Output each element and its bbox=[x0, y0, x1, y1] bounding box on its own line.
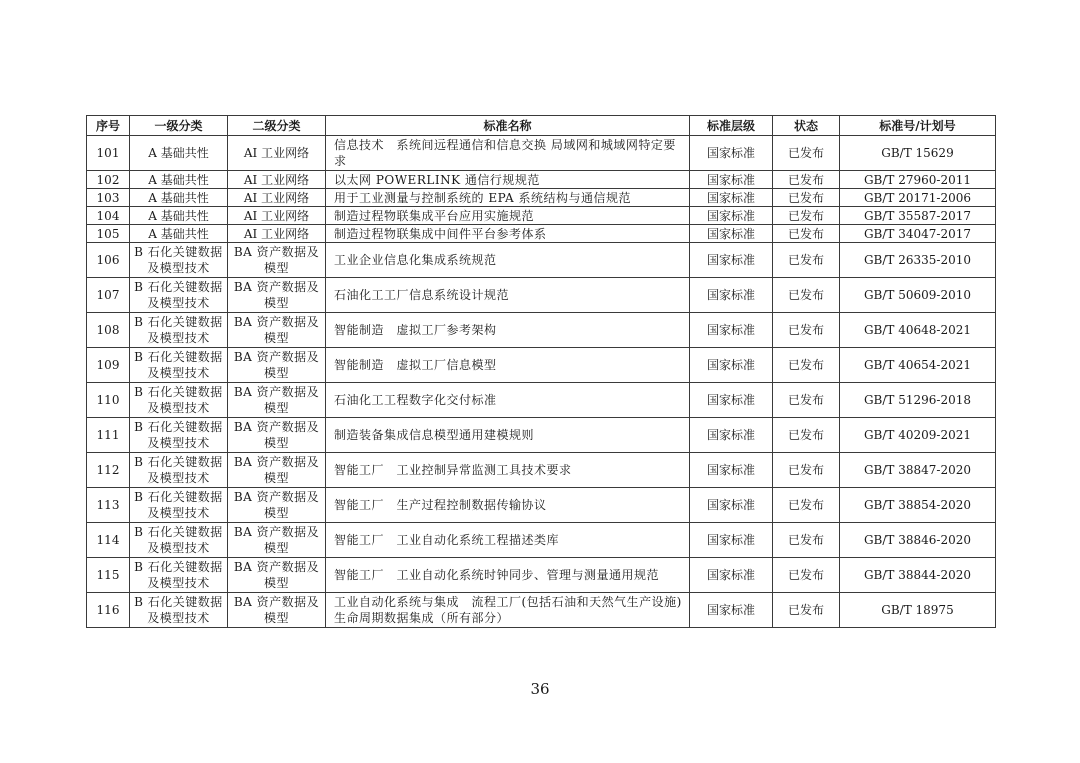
cell-standard-name: 工业自动化系统与集成 流程工厂(包括石油和天然气生产设施)生命周期数据集成（所有部分） bbox=[326, 593, 690, 628]
table-row bbox=[87, 453, 996, 488]
cell-secondary-category: AI 工业网络 bbox=[228, 225, 326, 243]
cell-serial-no: 102 bbox=[87, 171, 130, 189]
cell-primary-category: B 石化关键数据及模型技术 bbox=[130, 593, 228, 628]
cell-standard-level: 国家标准 bbox=[690, 243, 773, 278]
cell-primary-category: B 石化关键数据及模型技术 bbox=[130, 313, 228, 348]
cell-primary-category: A 基础共性 bbox=[130, 189, 228, 207]
cell-standard-code: GB/T 50609-2010 bbox=[840, 278, 996, 313]
cell-secondary-category: BA 资产数据及模型 bbox=[228, 418, 326, 453]
table-row bbox=[87, 523, 996, 558]
header-standard-name: 标准名称 bbox=[326, 116, 690, 136]
cell-primary-category: B 石化关键数据及模型技术 bbox=[130, 348, 228, 383]
cell-standard-code: GB/T 34047-2017 bbox=[840, 225, 996, 243]
cell-secondary-category: BA 资产数据及模型 bbox=[228, 558, 326, 593]
cell-primary-category: B 石化关键数据及模型技术 bbox=[130, 523, 228, 558]
cell-serial-no: 109 bbox=[87, 348, 130, 383]
cell-status: 已发布 bbox=[773, 348, 840, 383]
cell-primary-category: A 基础共性 bbox=[130, 171, 228, 189]
cell-primary-category: B 石化关键数据及模型技术 bbox=[130, 383, 228, 418]
cell-secondary-category: BA 资产数据及模型 bbox=[228, 348, 326, 383]
cell-secondary-category: BA 资产数据及模型 bbox=[228, 593, 326, 628]
cell-secondary-category: BA 资产数据及模型 bbox=[228, 313, 326, 348]
cell-standard-code: GB/T 15629 bbox=[840, 136, 996, 171]
cell-standard-level: 国家标准 bbox=[690, 278, 773, 313]
page-number: 36 bbox=[530, 680, 550, 698]
cell-serial-no: 101 bbox=[87, 136, 130, 171]
cell-standard-code: GB/T 18975 bbox=[840, 593, 996, 628]
cell-standard-level: 国家标准 bbox=[690, 207, 773, 225]
cell-serial-no: 114 bbox=[87, 523, 130, 558]
cell-standard-name: 制造过程物联集成平台应用实施规范 bbox=[326, 207, 690, 225]
cell-standard-name: 智能工厂 生产过程控制数据传输协议 bbox=[326, 488, 690, 523]
cell-standard-name: 石油化工工程数字化交付标准 bbox=[326, 383, 690, 418]
cell-primary-category: A 基础共性 bbox=[130, 136, 228, 171]
cell-standard-name: 智能制造 虚拟工厂信息模型 bbox=[326, 348, 690, 383]
table-row bbox=[87, 171, 996, 189]
cell-status: 已发布 bbox=[773, 383, 840, 418]
cell-secondary-category: BA 资产数据及模型 bbox=[228, 278, 326, 313]
cell-secondary-category: AI 工业网络 bbox=[228, 189, 326, 207]
cell-status: 已发布 bbox=[773, 243, 840, 278]
cell-serial-no: 111 bbox=[87, 418, 130, 453]
header-status: 状态 bbox=[773, 116, 840, 136]
cell-standard-code: GB/T 40209-2021 bbox=[840, 418, 996, 453]
cell-standard-code: GB/T 38854-2020 bbox=[840, 488, 996, 523]
cell-standard-code: GB/T 35587-2017 bbox=[840, 207, 996, 225]
table-row bbox=[87, 225, 996, 243]
cell-standard-code: GB/T 38847-2020 bbox=[840, 453, 996, 488]
cell-standard-name: 以太网 POWERLINK 通信行规规范 bbox=[326, 171, 690, 189]
cell-standard-name: 信息技术 系统间远程通信和信息交换 局域网和城域网特定要求 bbox=[326, 136, 690, 171]
cell-primary-category: A 基础共性 bbox=[130, 207, 228, 225]
header-standard-level: 标准层级 bbox=[690, 116, 773, 136]
table-row bbox=[87, 488, 996, 523]
table-row bbox=[87, 313, 996, 348]
table-row bbox=[87, 383, 996, 418]
cell-status: 已发布 bbox=[773, 207, 840, 225]
table-row bbox=[87, 207, 996, 225]
cell-standard-level: 国家标准 bbox=[690, 136, 773, 171]
cell-standard-name: 制造过程物联集成中间件平台参考体系 bbox=[326, 225, 690, 243]
cell-serial-no: 108 bbox=[87, 313, 130, 348]
cell-standard-level: 国家标准 bbox=[690, 313, 773, 348]
cell-standard-name: 制造装备集成信息模型通用建模规则 bbox=[326, 418, 690, 453]
cell-standard-code: GB/T 26335-2010 bbox=[840, 243, 996, 278]
cell-secondary-category: BA 资产数据及模型 bbox=[228, 453, 326, 488]
cell-standard-code: GB/T 38844-2020 bbox=[840, 558, 996, 593]
cell-serial-no: 116 bbox=[87, 593, 130, 628]
table-row bbox=[87, 593, 996, 628]
cell-standard-code: GB/T 40648-2021 bbox=[840, 313, 996, 348]
cell-secondary-category: BA 资产数据及模型 bbox=[228, 243, 326, 278]
cell-standard-level: 国家标准 bbox=[690, 418, 773, 453]
cell-standard-level: 国家标准 bbox=[690, 488, 773, 523]
cell-standard-level: 国家标准 bbox=[690, 189, 773, 207]
table-row bbox=[87, 136, 996, 171]
cell-status: 已发布 bbox=[773, 171, 840, 189]
cell-standard-name: 工业企业信息化集成系统规范 bbox=[326, 243, 690, 278]
header-secondary-category: 二级分类 bbox=[228, 116, 326, 136]
cell-standard-name: 智能工厂 工业控制异常监测工具技术要求 bbox=[326, 453, 690, 488]
cell-standard-level: 国家标准 bbox=[690, 383, 773, 418]
cell-status: 已发布 bbox=[773, 136, 840, 171]
cell-standard-name: 用于工业测量与控制系统的 EPA 系统结构与通信规范 bbox=[326, 189, 690, 207]
header-standard-code: 标准号/计划号 bbox=[840, 116, 996, 136]
cell-secondary-category: BA 资产数据及模型 bbox=[228, 488, 326, 523]
cell-secondary-category: BA 资产数据及模型 bbox=[228, 523, 326, 558]
cell-serial-no: 107 bbox=[87, 278, 130, 313]
cell-standard-level: 国家标准 bbox=[690, 225, 773, 243]
standards-table bbox=[86, 115, 996, 628]
table-row bbox=[87, 243, 996, 278]
cell-serial-no: 112 bbox=[87, 453, 130, 488]
cell-status: 已发布 bbox=[773, 593, 840, 628]
table-row bbox=[87, 558, 996, 593]
cell-status: 已发布 bbox=[773, 313, 840, 348]
table-row bbox=[87, 189, 996, 207]
cell-status: 已发布 bbox=[773, 523, 840, 558]
cell-primary-category: B 石化关键数据及模型技术 bbox=[130, 278, 228, 313]
cell-status: 已发布 bbox=[773, 225, 840, 243]
table-row bbox=[87, 418, 996, 453]
cell-standard-level: 国家标准 bbox=[690, 558, 773, 593]
cell-standard-name: 智能工厂 工业自动化系统时钟同步、管理与测量通用规范 bbox=[326, 558, 690, 593]
table-header-row bbox=[87, 116, 996, 136]
cell-standard-code: GB/T 27960-2011 bbox=[840, 171, 996, 189]
cell-serial-no: 110 bbox=[87, 383, 130, 418]
cell-serial-no: 113 bbox=[87, 488, 130, 523]
table-row bbox=[87, 278, 996, 313]
cell-status: 已发布 bbox=[773, 558, 840, 593]
cell-secondary-category: BA 资产数据及模型 bbox=[228, 383, 326, 418]
cell-standard-level: 国家标准 bbox=[690, 453, 773, 488]
header-primary-category: 一级分类 bbox=[130, 116, 228, 136]
cell-status: 已发布 bbox=[773, 189, 840, 207]
cell-standard-code: GB/T 40654-2021 bbox=[840, 348, 996, 383]
cell-primary-category: B 石化关键数据及模型技术 bbox=[130, 418, 228, 453]
cell-primary-category: B 石化关键数据及模型技术 bbox=[130, 488, 228, 523]
cell-primary-category: B 石化关键数据及模型技术 bbox=[130, 558, 228, 593]
cell-primary-category: B 石化关键数据及模型技术 bbox=[130, 453, 228, 488]
cell-serial-no: 115 bbox=[87, 558, 130, 593]
cell-standard-level: 国家标准 bbox=[690, 523, 773, 558]
cell-standard-level: 国家标准 bbox=[690, 593, 773, 628]
cell-secondary-category: AI 工业网络 bbox=[228, 136, 326, 171]
table-row bbox=[87, 348, 996, 383]
cell-status: 已发布 bbox=[773, 488, 840, 523]
cell-secondary-category: AI 工业网络 bbox=[228, 171, 326, 189]
cell-status: 已发布 bbox=[773, 453, 840, 488]
cell-standard-name: 智能制造 虚拟工厂参考架构 bbox=[326, 313, 690, 348]
cell-standard-name: 智能工厂 工业自动化系统工程描述类库 bbox=[326, 523, 690, 558]
cell-standard-code: GB/T 20171-2006 bbox=[840, 189, 996, 207]
cell-standard-level: 国家标准 bbox=[690, 348, 773, 383]
cell-standard-level: 国家标准 bbox=[690, 171, 773, 189]
cell-serial-no: 105 bbox=[87, 225, 130, 243]
header-serial-no: 序号 bbox=[87, 116, 130, 136]
cell-standard-code: GB/T 38846-2020 bbox=[840, 523, 996, 558]
cell-primary-category: B 石化关键数据及模型技术 bbox=[130, 243, 228, 278]
cell-status: 已发布 bbox=[773, 418, 840, 453]
cell-status: 已发布 bbox=[773, 278, 840, 313]
cell-standard-code: GB/T 51296-2018 bbox=[840, 383, 996, 418]
cell-standard-name: 石油化工工厂信息系统设计规范 bbox=[326, 278, 690, 313]
cell-secondary-category: AI 工业网络 bbox=[228, 207, 326, 225]
cell-primary-category: A 基础共性 bbox=[130, 225, 228, 243]
cell-serial-no: 104 bbox=[87, 207, 130, 225]
cell-serial-no: 106 bbox=[87, 243, 130, 278]
cell-serial-no: 103 bbox=[87, 189, 130, 207]
